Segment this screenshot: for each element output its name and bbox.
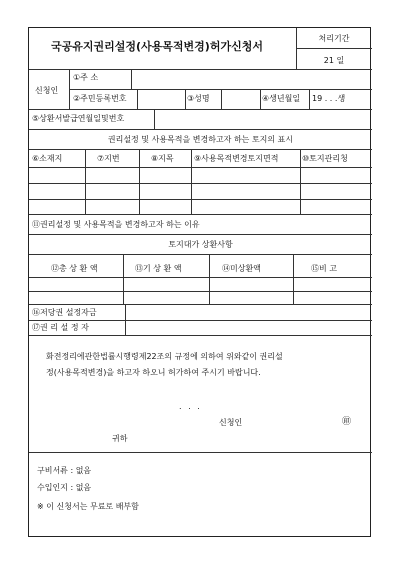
birth-value: 19 . . .생 [312, 94, 346, 103]
revenue-stamp: 수입인지 : 없음 [37, 483, 92, 492]
processing-period-value: 21 일 [323, 56, 345, 65]
repay-col-remarks: ⑮비 고 [311, 264, 337, 273]
statement-line-2: 정(사용목적변경)을 하고자 하오니 허가하여 주시기 바랍니다. [46, 368, 261, 377]
processing-period-label: 처리기간 [318, 34, 350, 43]
name-label: ③성명 [187, 94, 210, 103]
birth-label: ④생년월일 [262, 94, 301, 103]
mortgage-amount-label: ⑯저당권 설정자금 [32, 308, 97, 317]
recipient-suffix: 귀하 [112, 434, 128, 443]
form-title: 국공유지권리설정(사용목적변경)허가신청서 [51, 40, 263, 53]
applicant-signature-label: 신청인 [219, 418, 243, 427]
repay-col-total: ⑫총 상 환 액 [51, 264, 98, 273]
address-label: ①주 소 [73, 73, 99, 82]
right-holder-label: ⑰권 리 설 정 자 [32, 323, 89, 332]
land-section-header: 권리설정 및 사용목적을 변경하고자 하는 토지의 표시 [107, 135, 294, 144]
resident-number-label: ②주민등록번호 [73, 94, 127, 103]
reason-label: ⑪권리설정 및 사용목적을 변경하고자 하는 이유 [32, 220, 200, 229]
land-col-authority: ⑩토지관리청 [302, 154, 348, 163]
repay-date-label: ⑤상환서발급연월일및번호 [32, 114, 125, 123]
statement-line-1: 화전정리에관한법률시행령제22조의 규정에 의하여 위와같이 권리설 [46, 352, 283, 361]
applicant-side-label: 신청인 [35, 86, 59, 95]
repayment-header: 토지대가 상환사항 [168, 240, 233, 249]
date-dots: . . . [179, 402, 202, 411]
land-col-land-category: ⑧지목 [151, 154, 174, 163]
repay-col-paid: ⑬기 상 환 액 [135, 264, 182, 273]
free-distribution-note: ※ 이 신청서는 무료로 배부함 [37, 502, 139, 511]
application-form [28, 27, 371, 537]
land-col-lot-number: ⑦지번 [97, 154, 120, 163]
land-col-location: ⑥소재지 [32, 154, 63, 163]
required-docs: 구비서류 : 없음 [37, 466, 92, 475]
seal-mark: ㊞ [342, 417, 352, 427]
land-col-area: ⑨사용목적변경토지면적 [194, 154, 279, 163]
repay-col-unpaid: ⑭미상환액 [222, 264, 261, 273]
